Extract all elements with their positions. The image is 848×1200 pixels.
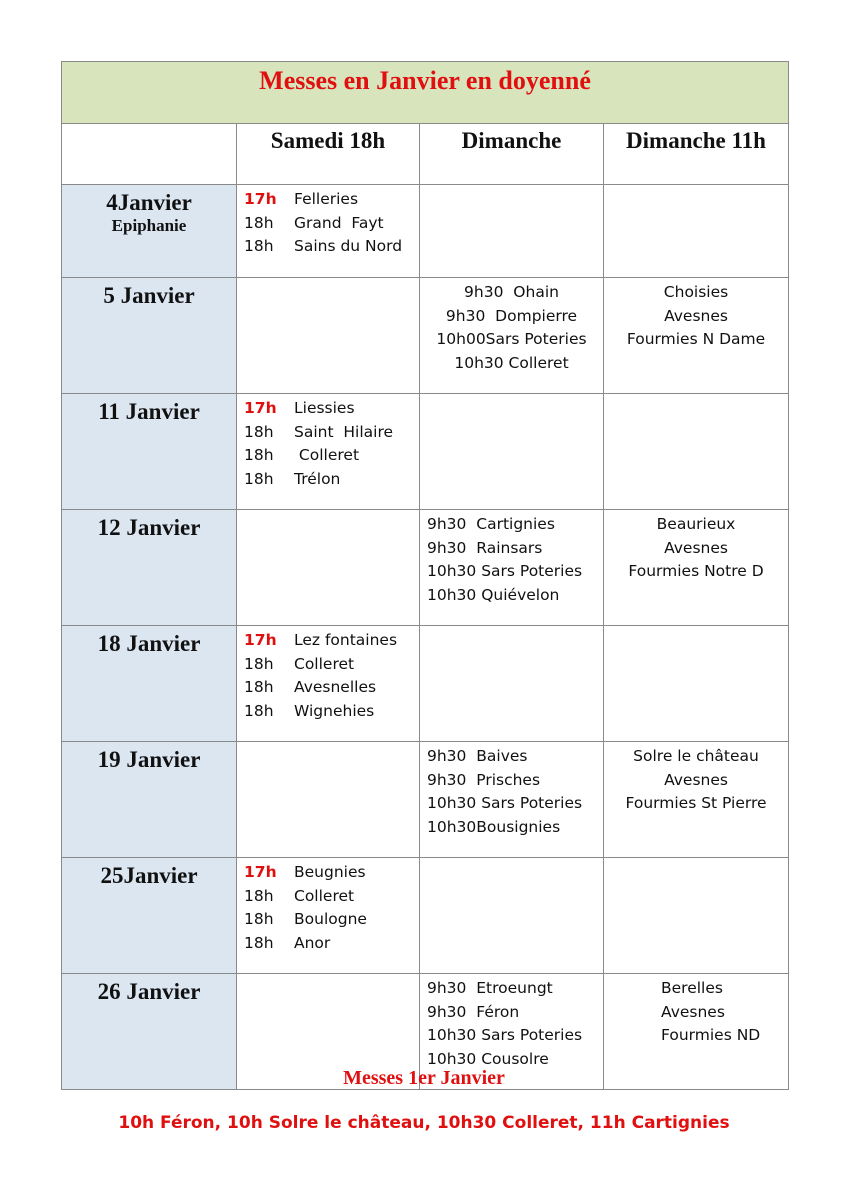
saturday-mass	[237, 653, 419, 677]
sunday-mass: 10h30 Colleret	[454, 354, 569, 373]
sunday-mass: 10h30 Quiévelon	[427, 586, 560, 605]
schedule-row	[62, 742, 789, 858]
sunday-11h-mass: Choisies	[663, 283, 729, 301]
date-label: 11 Janvier	[98, 399, 200, 424]
sunday-cell	[420, 394, 604, 510]
header-saturday	[237, 124, 420, 185]
sunday-11h-cell	[604, 394, 789, 510]
mass-schedule-table	[61, 61, 789, 1090]
mass-place: Boulogne	[294, 910, 367, 929]
column-header: Dimanche	[461, 128, 562, 153]
header-empty-cell	[62, 124, 237, 185]
sunday-11h-mass: Beaurieux	[656, 515, 736, 533]
sunday-11h-mass: Avesnes	[664, 538, 728, 557]
sunday-11h-mass: Fourmies ND	[661, 1026, 761, 1045]
sunday-11h-cell	[604, 626, 789, 742]
saturday-mass	[237, 188, 419, 212]
saturday-mass	[237, 444, 419, 468]
sunday-11h-mass: Fourmies St Pierre	[625, 794, 767, 813]
sunday-cell	[420, 510, 604, 626]
sunday-11h-mass: Fourmies N Dame	[626, 330, 766, 349]
date-label: 5 Janvier	[103, 283, 195, 308]
mass-time: 18h	[244, 678, 274, 697]
schedule-row	[62, 858, 789, 974]
sunday-11h-cell	[604, 278, 789, 394]
mass-time: 18h	[244, 702, 274, 721]
saturday-mass	[237, 861, 419, 885]
mass-time: 18h	[244, 446, 274, 465]
sunday-mass: 10h30 Sars Poteries	[427, 794, 583, 813]
header-sunday-11h	[604, 124, 789, 185]
schedule-row	[62, 510, 789, 626]
sunday-11h-cell	[604, 742, 789, 858]
sunday-mass: 10h00Sars Poteries	[436, 330, 587, 349]
header-sunday	[420, 124, 604, 185]
date-cell	[62, 394, 237, 510]
mass-place: Colleret	[294, 886, 355, 905]
sunday-mass: 9h30 Féron	[427, 1002, 520, 1021]
mass-place: Beugnies	[294, 863, 366, 881]
saturday-cell	[237, 510, 420, 626]
mass-time: 18h	[244, 910, 274, 929]
sunday-11h-cell	[604, 858, 789, 974]
sunday-cell	[420, 626, 604, 742]
date-cell	[62, 510, 237, 626]
mass-place: Avesnelles	[294, 678, 377, 697]
title-row	[62, 62, 789, 124]
mass-time: 18h	[244, 470, 274, 489]
mass-time: 18h	[244, 654, 274, 673]
mass-time: 18h	[244, 213, 274, 232]
saturday-mass	[237, 212, 419, 236]
mass-place: Sains du Nord	[294, 237, 403, 256]
sunday-11h-cell	[604, 510, 789, 626]
sunday-mass: 10h30Bousignies	[427, 818, 561, 837]
sunday-mass: 9h30 Prisches	[427, 770, 541, 789]
saturday-cell	[237, 742, 420, 858]
saturday-cell	[237, 626, 420, 742]
date-label: 26 Janvier	[97, 979, 201, 1004]
saturday-cell	[237, 394, 420, 510]
saturday-cell	[237, 858, 420, 974]
mass-place: Trélon	[294, 470, 341, 489]
saturday-mass	[237, 421, 419, 445]
saturday-mass	[237, 629, 419, 653]
date-cell	[62, 185, 237, 278]
saturday-mass	[237, 397, 419, 421]
sunday-cell	[420, 185, 604, 278]
sunday-11h-mass: Solre le château	[633, 747, 759, 765]
sunday-mass: 9h30 Etroeungt	[427, 979, 553, 997]
date-label: 12 Janvier	[97, 515, 201, 540]
sunday-mass: 9h30 Rainsars	[427, 538, 543, 557]
sunday-11h-mass: Avesnes	[664, 306, 728, 325]
sunday-mass: 9h30 Baives	[427, 747, 528, 765]
schedule-row	[62, 626, 789, 742]
sunday-cell	[420, 742, 604, 858]
column-header: Samedi 18h	[270, 128, 386, 153]
sunday-11h-mass: Fourmies Notre D	[628, 562, 764, 581]
saturday-mass	[237, 932, 419, 956]
mass-place: Wignehies	[294, 702, 375, 721]
mass-place: Saint Hilaire	[294, 422, 394, 441]
sunday-11h-mass: Avesnes	[664, 770, 728, 789]
mass-time: 17h	[244, 399, 277, 417]
saturday-cell	[237, 185, 420, 278]
mass-place: Colleret	[294, 446, 360, 465]
mass-place: Grand Fayt	[294, 213, 384, 232]
date-label: 19 Janvier	[97, 747, 201, 772]
sunday-11h-cell	[604, 185, 789, 278]
page-title: Messes en Janvier en doyenné	[259, 66, 591, 95]
mass-time: 17h	[244, 631, 277, 649]
date-cell	[62, 742, 237, 858]
sunday-mass: 9h30 Cartignies	[427, 515, 555, 533]
mass-time: 18h	[244, 422, 274, 441]
sunday-mass: 9h30 Ohain	[464, 283, 559, 301]
sunday-mass: 10h30 Sars Poteries	[427, 562, 583, 581]
mass-time: 18h	[244, 886, 274, 905]
sunday-11h-mass: Berelles	[661, 979, 723, 997]
mass-place: Colleret	[294, 654, 355, 673]
date-cell	[62, 858, 237, 974]
saturday-mass	[237, 908, 419, 932]
title-cell	[62, 62, 789, 124]
sunday-mass: 9h30 Dompierre	[445, 306, 578, 325]
mass-time: 17h	[244, 863, 277, 881]
date-cell	[62, 626, 237, 742]
column-header: Dimanche 11h	[626, 128, 766, 153]
saturday-mass	[237, 235, 419, 259]
schedule-body	[62, 185, 789, 1090]
sunday-11h-mass: Avesnes	[661, 1002, 725, 1021]
saturday-mass	[237, 676, 419, 700]
saturday-mass	[237, 468, 419, 492]
sunday-mass: 10h30 Sars Poteries	[427, 1026, 583, 1045]
date-label: 25Janvier	[100, 863, 198, 888]
mass-place: Lez fontaines	[294, 631, 398, 649]
schedule-row	[62, 185, 789, 278]
mass-time: 18h	[244, 237, 274, 256]
mass-time: 18h	[244, 934, 274, 953]
date-label: 18 Janvier	[97, 631, 201, 656]
footer-mass-list: 10h Féron, 10h Solre le château, 10h30 Colleret, 11h Cartignies	[118, 1113, 730, 1133]
saturday-mass	[237, 700, 419, 724]
sunday-mass: 10h30 Cousolre	[427, 1050, 549, 1069]
schedule-row	[62, 278, 789, 394]
saturday-cell	[237, 278, 420, 394]
sunday-cell	[420, 858, 604, 974]
footer-title: Messes 1er Janvier	[343, 1067, 505, 1089]
mass-place: Liessies	[294, 399, 355, 417]
header-row	[62, 124, 789, 185]
mass-place: Felleries	[294, 190, 359, 208]
date-label: 4Janvier	[106, 190, 192, 215]
mass-place: Anor	[294, 934, 331, 953]
mass-time: 17h	[244, 190, 277, 208]
sunday-cell	[420, 278, 604, 394]
schedule-row	[62, 394, 789, 510]
date-cell	[62, 278, 237, 394]
saturday-mass	[237, 885, 419, 909]
feast-label: Epiphanie	[111, 216, 187, 235]
